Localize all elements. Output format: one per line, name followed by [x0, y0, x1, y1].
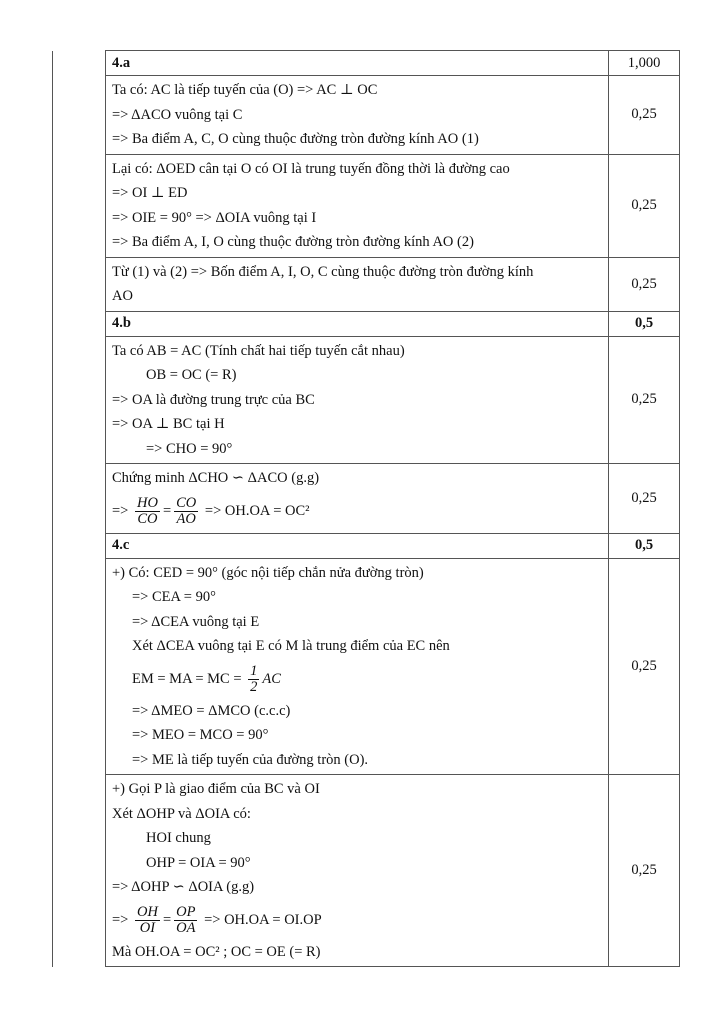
- proof-line: +) Gọi P là giao điểm của BC và OI: [112, 781, 320, 797]
- fraction: $\frac{OP}{OA}$: [176, 903, 196, 936]
- block-score: 0,25: [609, 775, 680, 967]
- fraction: $\frac{CO}{AO}$: [176, 494, 197, 527]
- fraction-line: => $\frac{HO}{CO}$ = $\frac{CO}{AO}$ => OH.OA = OC²: [112, 494, 310, 527]
- proof-line: => ME là tiếp tuyến của đường tròn (O).: [132, 751, 369, 768]
- proof-line: Xét ΔOHP và ΔOIA có:: [112, 805, 251, 822]
- proof-block: [53, 464, 680, 534]
- proof-line: HOI chung: [146, 830, 211, 846]
- proof-line: => CEA = 90°: [132, 589, 216, 605]
- block-score: 0,25: [609, 558, 680, 775]
- proof-line: Từ (1) và (2) => Bốn điểm A, I, O, C cùng thuộc đường tròn đường kính: [112, 263, 534, 280]
- section-title: 4.c: [106, 533, 609, 558]
- answer-table: [52, 50, 680, 967]
- section-header-4c: [53, 533, 680, 558]
- fraction: $\frac{HO}{CO}$: [136, 494, 158, 527]
- section-points: 0,5: [609, 533, 680, 558]
- proof-block: [53, 558, 680, 775]
- proof-line: Mà OH.OA = OC² ; OC = OE (= R): [112, 943, 321, 960]
- proof-block: [53, 154, 680, 257]
- block-score: 0,25: [609, 464, 680, 534]
- proof-line: => OI ⊥ ED: [112, 185, 188, 201]
- section-points: 1,000: [609, 51, 680, 76]
- proof-line: => ΔOHP ∽ ΔOIA (g.g): [112, 879, 255, 895]
- proof-line: OHP = OIA = 90°: [146, 854, 251, 871]
- proof-line: => Ba điểm A, C, O cùng thuộc đường tròn đường kính AO (1): [112, 131, 479, 147]
- proof-line: => OA là đường trung trực của BC: [112, 391, 315, 408]
- block-score: 0,25: [609, 257, 680, 311]
- proof-line: Chứng minh ΔCHO ∽ ΔACO (g.g): [112, 470, 320, 486]
- proof-line: => CHO = 90°: [146, 440, 233, 457]
- proof-line: OB = OC (= R): [146, 367, 237, 383]
- section-header-4a: [53, 51, 680, 76]
- proof-line: Lại có: ΔOED cân tại O có OI là trung tuyến đồng thời là đường cao: [112, 160, 510, 177]
- empty-cell: [53, 51, 106, 76]
- proof-line: AO: [112, 288, 133, 304]
- proof-line: +) Có: CED = 90° (góc nội tiếp chắn nửa đường tròn): [112, 564, 424, 581]
- proof-block: [53, 257, 680, 311]
- proof-line: => Ba điểm A, I, O cùng thuộc đường tròn đường kính AO (2): [112, 234, 474, 250]
- section-header-4b: [53, 311, 680, 336]
- block-score: 0,25: [609, 154, 680, 257]
- proof-block: [53, 775, 680, 967]
- proof-line: Ta có AB = AC (Tính chất hai tiếp tuyến cắt nhau): [112, 342, 405, 359]
- fraction-line: => $\frac{OH}{OI}$ = $\frac{OP}{OA}$ => OH.OA = OI.OP: [112, 903, 322, 936]
- proof-line: => OIE = 90° => ΔOIA vuông tại I: [112, 209, 317, 226]
- section-points: 0,5: [609, 311, 680, 336]
- proof-block: [53, 76, 680, 155]
- block-score: 0,25: [609, 336, 680, 464]
- proof-line: Xét ΔCEA vuông tại E có M là trung điểm của EC nên: [132, 638, 450, 654]
- section-title: 4.a: [106, 51, 609, 76]
- proof-line: => OA ⊥ BC tại H: [112, 416, 225, 432]
- proof-line: Ta có: AC là tiếp tuyến của (O) => AC ⊥ OC: [112, 82, 378, 98]
- proof-line: => ΔMEO = ΔMCO (c.c.c): [132, 702, 291, 719]
- fraction-line: EM = MA = MC = $\frac{1}{2}$ AC: [132, 662, 281, 695]
- section-title: 4.b: [106, 311, 609, 336]
- proof-block: [53, 336, 680, 464]
- fraction: $\frac{1}{2}$: [250, 662, 258, 695]
- proof-line: => ΔACO vuông tại C: [112, 106, 243, 123]
- proof-line: => ΔCEA vuông tại E: [132, 613, 260, 630]
- proof-line: => MEO = MCO = 90°: [132, 727, 269, 743]
- fraction: $\frac{OH}{OI}$: [136, 903, 158, 936]
- block-score: 0,25: [609, 76, 680, 155]
